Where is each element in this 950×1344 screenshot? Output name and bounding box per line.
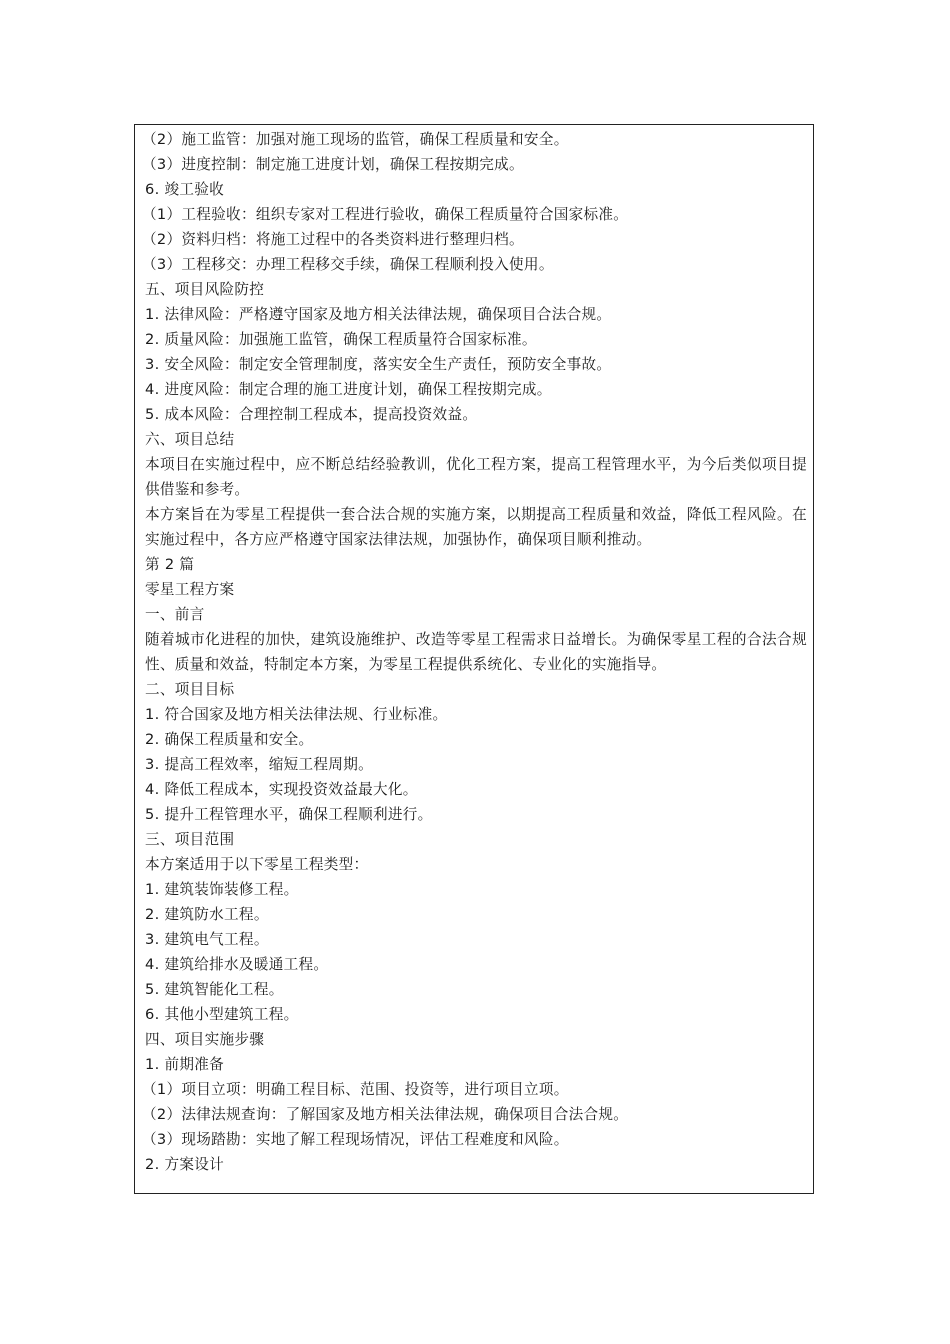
text-line: 1. 法律风险：严格遵守国家及地方相关法律法规，确保项目合法合规。 bbox=[145, 306, 612, 323]
section-heading: 二、项目目标 bbox=[145, 681, 235, 698]
document-title: 零星工程方案 bbox=[145, 581, 235, 598]
section-heading: 一、前言 bbox=[145, 606, 205, 623]
text-line: （2）资料归档：将施工过程中的各类资料进行整理归档。 bbox=[142, 231, 524, 248]
list-item: 2. 建筑防水工程。 bbox=[145, 906, 269, 923]
text-line: 2. 质量风险：加强施工监管，确保工程质量符合国家标准。 bbox=[145, 331, 537, 348]
text-line: （2）施工监管：加强对施工现场的监管，确保工程质量和安全。 bbox=[142, 131, 569, 148]
list-item: 3. 提高工程效率，缩短工程周期。 bbox=[145, 756, 373, 773]
section-heading: 6. 竣工验收 bbox=[145, 181, 225, 198]
list-item: 2. 确保工程质量和安全。 bbox=[145, 731, 314, 748]
aim-paragraph: 本方案旨在为零星工程提供一套合法合规的实施方案，以期提高工程质量和效益，降低工程风险。在实施过程中，各方应严格遵守国家法律法规，加强协作，确保项目顺利推动。 bbox=[145, 506, 807, 548]
document-body bbox=[142, 127, 807, 1177]
chapter-label: 第 2 篇 bbox=[145, 556, 195, 573]
text-line: （3）现场踏勘：实地了解工程现场情况，评估工程难度和风险。 bbox=[142, 1131, 569, 1148]
list-item: 1. 建筑装饰装修工程。 bbox=[145, 881, 299, 898]
subsection-heading: 1. 前期准备 bbox=[145, 1056, 225, 1073]
list-item: 4. 降低工程成本，实现投资效益最大化。 bbox=[145, 781, 418, 798]
preface-paragraph: 随着城市化进程的加快，建筑设施维护、改造等零星工程需求日益增长。为确保零星工程的合法合规性、质量和效益，特制定本方案，为零星工程提供系统化、专业化的实施指导。 bbox=[145, 631, 807, 673]
text-line: 5. 成本风险：合理控制工程成本，提高投资效益。 bbox=[145, 406, 478, 423]
text-line: 本方案适用于以下零星工程类型： bbox=[145, 856, 369, 873]
text-line: 3. 安全风险：制定安全管理制度，落实安全生产责任，预防安全事故。 bbox=[145, 356, 612, 373]
text-line: （1）工程验收：组织专家对工程进行验收，确保工程质量符合国家标准。 bbox=[142, 206, 629, 223]
list-item: 3. 建筑电气工程。 bbox=[145, 931, 269, 948]
section-heading: 三、项目范围 bbox=[145, 831, 235, 848]
list-item: 4. 建筑给排水及暖通工程。 bbox=[145, 956, 329, 973]
text-line: 4. 进度风险：制定合理的施工进度计划，确保工程按期完成。 bbox=[145, 381, 552, 398]
text-line: （3）工程移交：办理工程移交手续，确保工程顺利投入使用。 bbox=[142, 256, 554, 273]
text-line: （2）法律法规查询：了解国家及地方相关法律法规，确保项目合法合规。 bbox=[142, 1106, 629, 1123]
summary-paragraph: 本项目在实施过程中，应不断总结经验教训，优化工程方案，提高工程管理水平，为今后类似项目提供借鉴和参考。 bbox=[145, 456, 807, 498]
text-line: （3）进度控制：制定施工进度计划，确保工程按期完成。 bbox=[142, 156, 524, 173]
section-heading: 四、项目实施步骤 bbox=[145, 1031, 265, 1048]
list-item: 6. 其他小型建筑工程。 bbox=[145, 1006, 299, 1023]
list-item: 5. 建筑智能化工程。 bbox=[145, 981, 284, 998]
list-item: 1. 符合国家及地方相关法律法规、行业标准。 bbox=[145, 706, 448, 723]
subsection-heading: 2. 方案设计 bbox=[145, 1156, 225, 1173]
text-line: （1）项目立项：明确工程目标、范围、投资等，进行项目立项。 bbox=[142, 1081, 569, 1098]
section-heading: 五、项目风险防控 bbox=[145, 281, 265, 298]
list-item: 5. 提升工程管理水平，确保工程顺利进行。 bbox=[145, 806, 433, 823]
document-table-cell bbox=[134, 124, 814, 1194]
section-heading: 六、项目总结 bbox=[145, 431, 235, 448]
